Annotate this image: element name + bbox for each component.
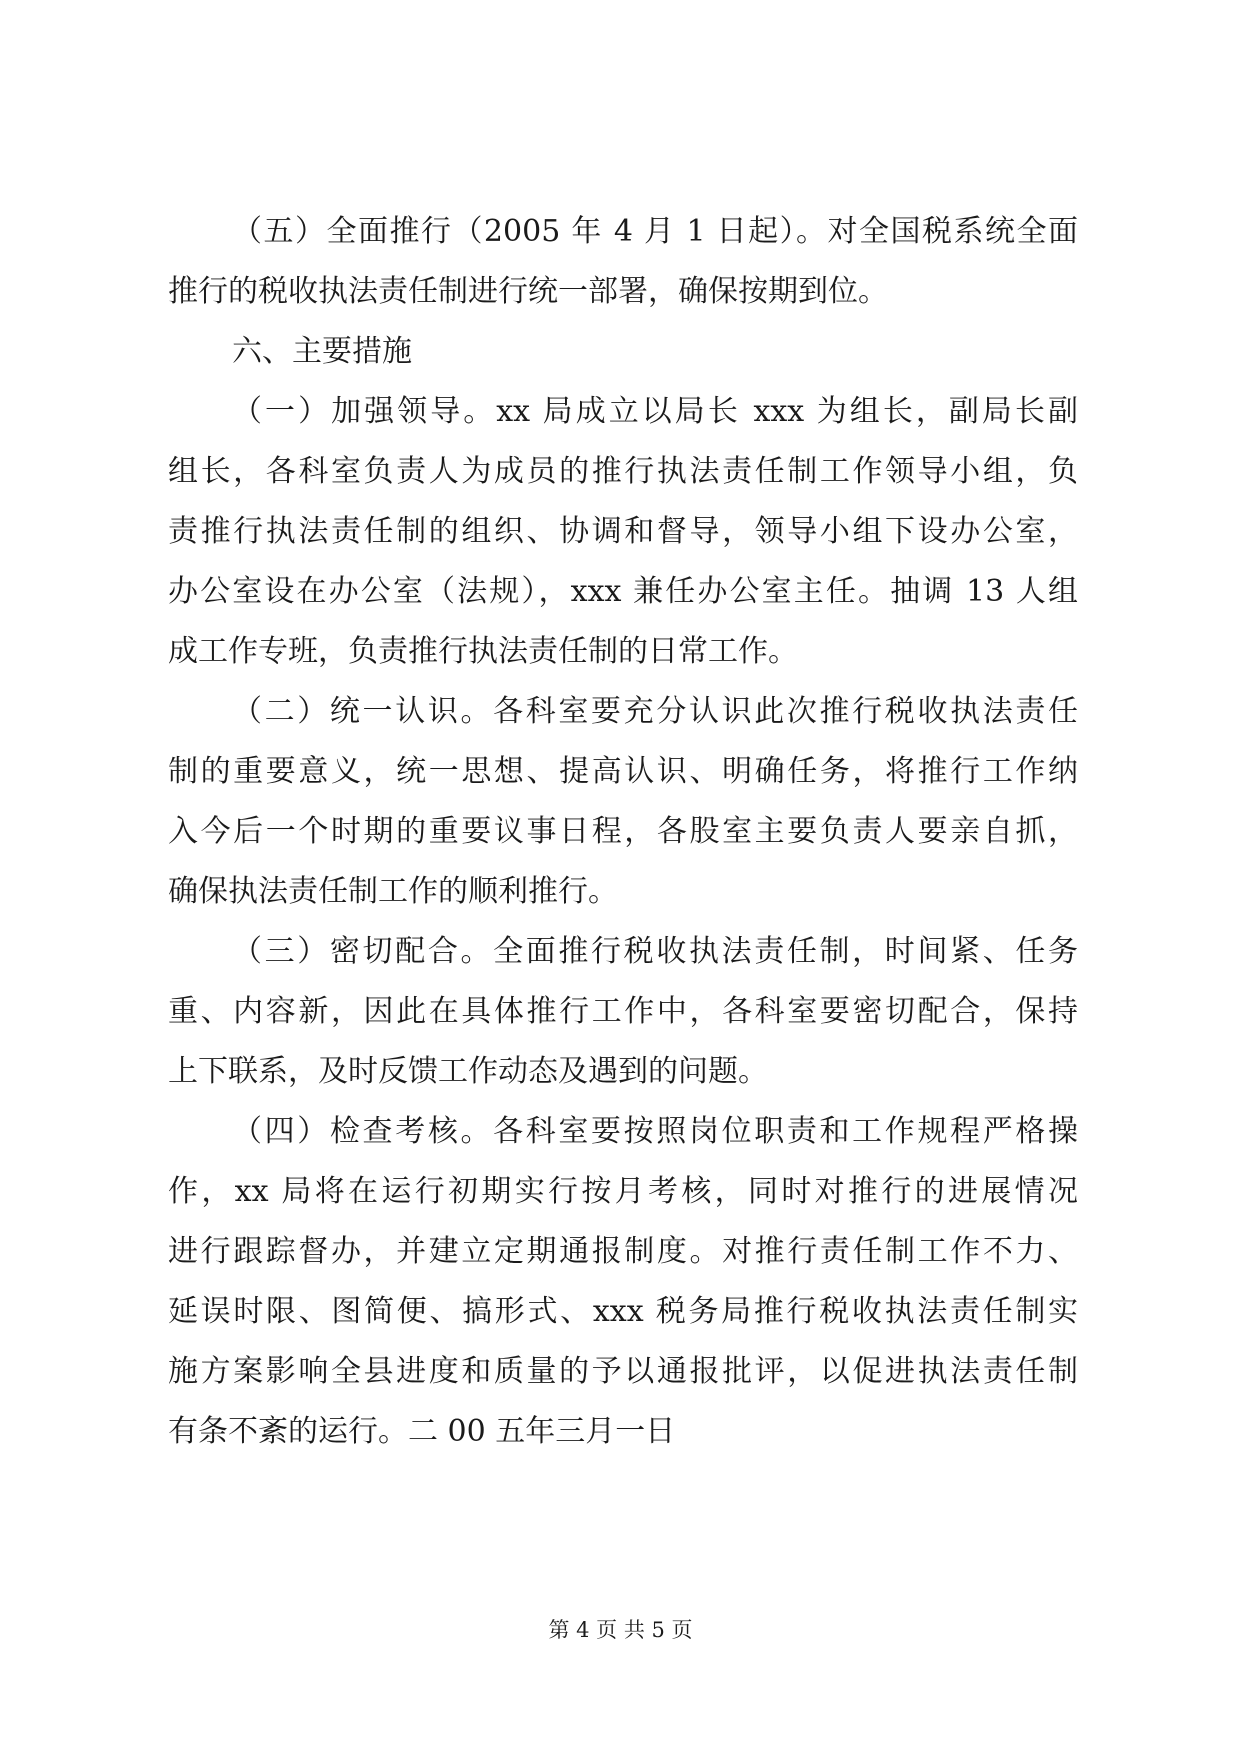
text-line: 施方案影响全县进度和质量的予以通报批评，以促进执法责任制 (168, 1354, 1078, 1389)
page-number-footer: 第 4 页 共 5 页 (548, 1618, 693, 1642)
text-line: 作，xx 局将在运行初期实行按月考核，同时对推行的进展情况 (168, 1174, 1078, 1209)
text-line: 推行的税收执法责任制进行统一部署，确保按期到位。 (168, 274, 888, 309)
text-line: 重、内容新，因此在具体推行工作中，各科室要密切配合，保持 (168, 994, 1078, 1029)
section-heading: 六、主要措施 (232, 334, 412, 369)
text-line: 责推行执法责任制的组织、协调和督导，领导小组下设办公室， (168, 514, 1078, 549)
text-line: 上下联系，及时反馈工作动态及遇到的问题。 (168, 1054, 768, 1089)
text-line: 成工作专班，负责推行执法责任制的日常工作。 (168, 634, 798, 669)
text-line: 进行跟踪督办，并建立定期通报制度。对推行责任制工作不力、 (168, 1234, 1078, 1269)
text-line: （一）加强领导。xx 局成立以局长 xxx 为组长，副局长副 (232, 394, 1078, 429)
text-line: 确保执法责任制工作的顺利推行。 (168, 874, 618, 909)
text-line: （五）全面推行（2005 年 4 月 1 日起）。对全国税系统全面 (232, 214, 1078, 249)
text-line: 办公室设在办公室（法规），xxx 兼任办公室主任。抽调 13 人组 (168, 574, 1078, 609)
text-line: （四）检查考核。各科室要按照岗位职责和工作规程严格操 (232, 1114, 1078, 1149)
text-line: 制的重要意义，统一思想、提高认识、明确任务，将推行工作纳 (168, 754, 1078, 789)
text-line: （二）统一认识。各科室要充分认识此次推行税收执法责任 (232, 694, 1078, 729)
text-line: （三）密切配合。全面推行税收执法责任制，时间紧、任务 (232, 934, 1078, 969)
text-line: 延误时限、图简便、搞形式、xxx 税务局推行税收执法责任制实 (168, 1294, 1078, 1329)
text-line: 组长，各科室负责人为成员的推行执法责任制工作领导小组，负 (168, 454, 1078, 489)
text-line: 有条不紊的运行。二 00 五年三月一日 (168, 1414, 676, 1449)
text-line: 入今后一个时期的重要议事日程，各股室主要负责人要亲自抓， (168, 814, 1078, 849)
